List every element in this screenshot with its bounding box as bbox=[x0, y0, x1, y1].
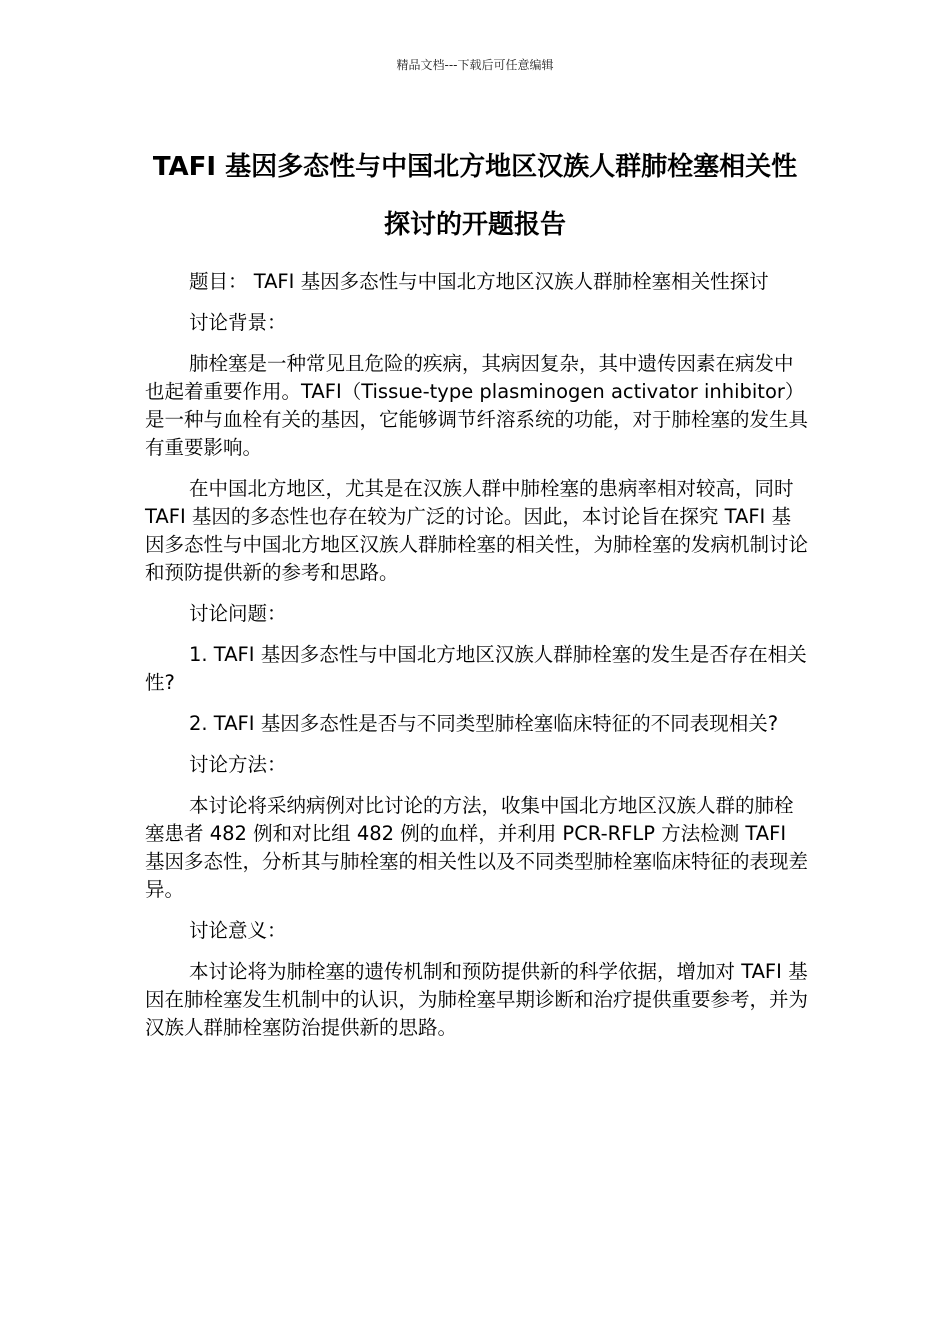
section-heading-methods: 讨论方法： bbox=[189, 753, 287, 776]
document-title: TAFI 基因多态性与中国北方地区汉族人群肺栓塞相关性探讨的开题报告 bbox=[152, 152, 798, 240]
background-paragraph-1: 肺栓塞是一种常见且危险的疾病，其病因复杂，其中遗传因素在病发中也起着重要作用。TAFI（Tissue-type plasminogen activator inhibitor）是一种与血栓有关的基因，它能够调节纤溶系统的功能，对于肺栓塞的发生具有重要影响。 bbox=[145, 352, 809, 459]
section-heading-background: 讨论背景： bbox=[189, 311, 287, 334]
methods-paragraph: 本讨论将采纳病例对比讨论的方法，收集中国北方地区汉族人群的肺栓塞患者 482 例和对比组 482 例的血样，并利用 PCR-RFLP 方法检测 TAFI 基因多态性，分析其与肺栓塞的相关性以及不同类型肺栓塞临床特征的表现差异。 bbox=[145, 794, 809, 901]
document-body bbox=[145, 268, 810, 1055]
topic-line: 题目： TAFI 基因多态性与中国北方地区汉族人群肺栓塞相关性探讨 bbox=[189, 270, 769, 293]
question-2: 2. TAFI 基因多态性是否与不同类型肺栓塞临床特征的不同表现相关? bbox=[189, 712, 779, 735]
section-heading-significance: 讨论意义： bbox=[189, 919, 287, 942]
background-paragraph-2: 在中国北方地区，尤其是在汉族人群中肺栓塞的患病率相对较高，同时 TAFI 基因的多态性也存在较为广泛的讨论。因此，本讨论旨在探究 TAFI 基因多态性与中国北方地区汉族人群肺栓塞的相关性，为肺栓塞的发病机制讨论和预防提供新的参考和思路。 bbox=[145, 477, 809, 584]
significance-paragraph: 本讨论将为肺栓塞的遗传机制和预防提供新的科学依据，增加对 TAFI 基因在肺栓塞发生机制中的认识，为肺栓塞早期诊断和治疗提供重要参考，并为汉族人群肺栓塞防治提供新的思路。 bbox=[145, 960, 809, 1039]
header-note: 精品文档---下载后可任意编辑 bbox=[396, 58, 554, 72]
section-heading-questions: 讨论问题： bbox=[189, 602, 287, 625]
question-1: 1. TAFI 基因多态性与中国北方地区汉族人群肺栓塞的发生是否存在相关性? bbox=[145, 643, 807, 694]
